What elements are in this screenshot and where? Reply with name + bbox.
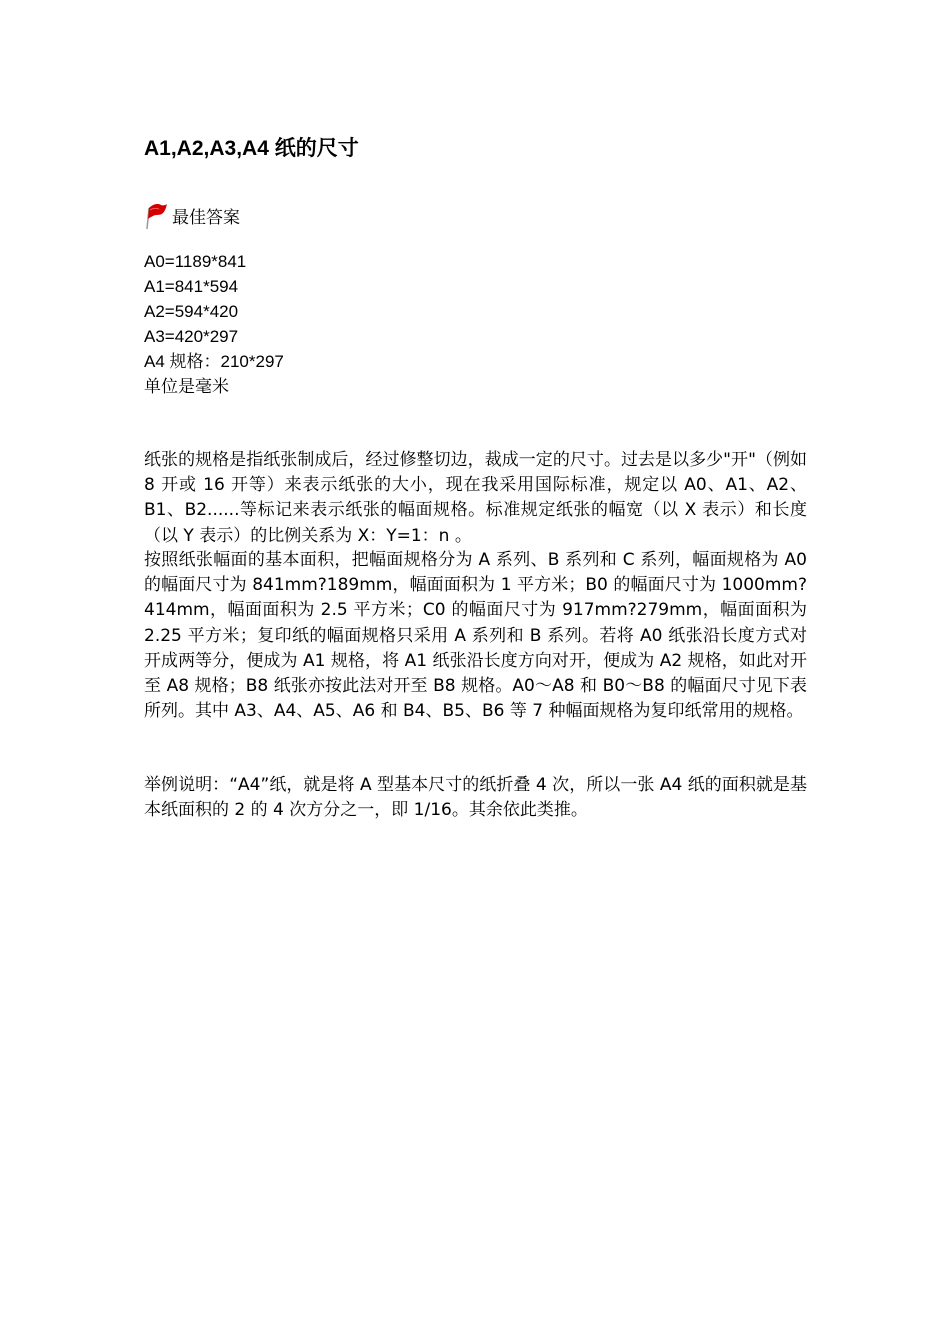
list-item: A1=841*594: [144, 277, 239, 296]
best-answer-label: 最佳答案: [172, 208, 240, 228]
paragraph-series: 按照纸张幅面的基本面积，把幅面规格分为 A 系列、B 系列和 C 系列，幅面规格为 A0 的幅面尺寸为 841mm?189mm，幅面面积为 1 平方米；B0 的幅面尺寸为 1000mm?414mm，幅面面积为 2.5 平方米；C0 的幅面尺寸为 917mm?279mm，幅面面积为 2.25 平方米；复印纸的幅面规格只采用 A 系列和 B 系列。若将 A0 纸张沿长度方式对开成两等分，便成为 A1 规格，将 A1 纸张沿长度方向对开，便成为 A2 规格，如此对开至 A8 规格；B8 纸张亦按此法对开至 B8 规格。A0～A8 和 B0～B8 的幅面尺寸见下表所列。其中 A3、A4、A5、A6 和 B4、B5、B6 等 7 种幅面规格为复印纸常用的规格。: [144, 550, 807, 722]
red-flag-icon: [144, 202, 168, 230]
list-item: A2=594*420: [144, 302, 239, 321]
list-item: A3=420*297: [144, 327, 239, 346]
paper-size-list: [144, 249, 284, 399]
best-answer-header: [144, 200, 240, 232]
paragraph-example: 举例说明：“A4”纸，就是将 A 型基本尺寸的纸折叠 4 次，所以一张 A4 纸的面积就是基本纸面积的 2 的 4 次方分之一，即 1/16。其余依此类推。: [144, 775, 807, 821]
list-item: A4 规格：210*297: [144, 352, 284, 371]
list-item: A0=1189*841: [144, 252, 247, 271]
paragraph-definition: 纸张的规格是指纸张制成后，经过修整切边，裁成一定的尺寸。过去是以多少"开"（例如 8 开或 16 开等）来表示纸张的大小，现在我采用国际标准，规定以 A0、A1、A2、B1、B2......等标记来表示纸张的幅面规格。标准规定纸张的幅宽（以 X 表示）和长度（以 Y 表示）的比例关系为 X：Y=1：n 。: [144, 450, 807, 546]
page-title: A1,A2,A3,A4 纸的尺寸: [144, 137, 359, 160]
list-item: 单位是毫米: [144, 377, 229, 396]
